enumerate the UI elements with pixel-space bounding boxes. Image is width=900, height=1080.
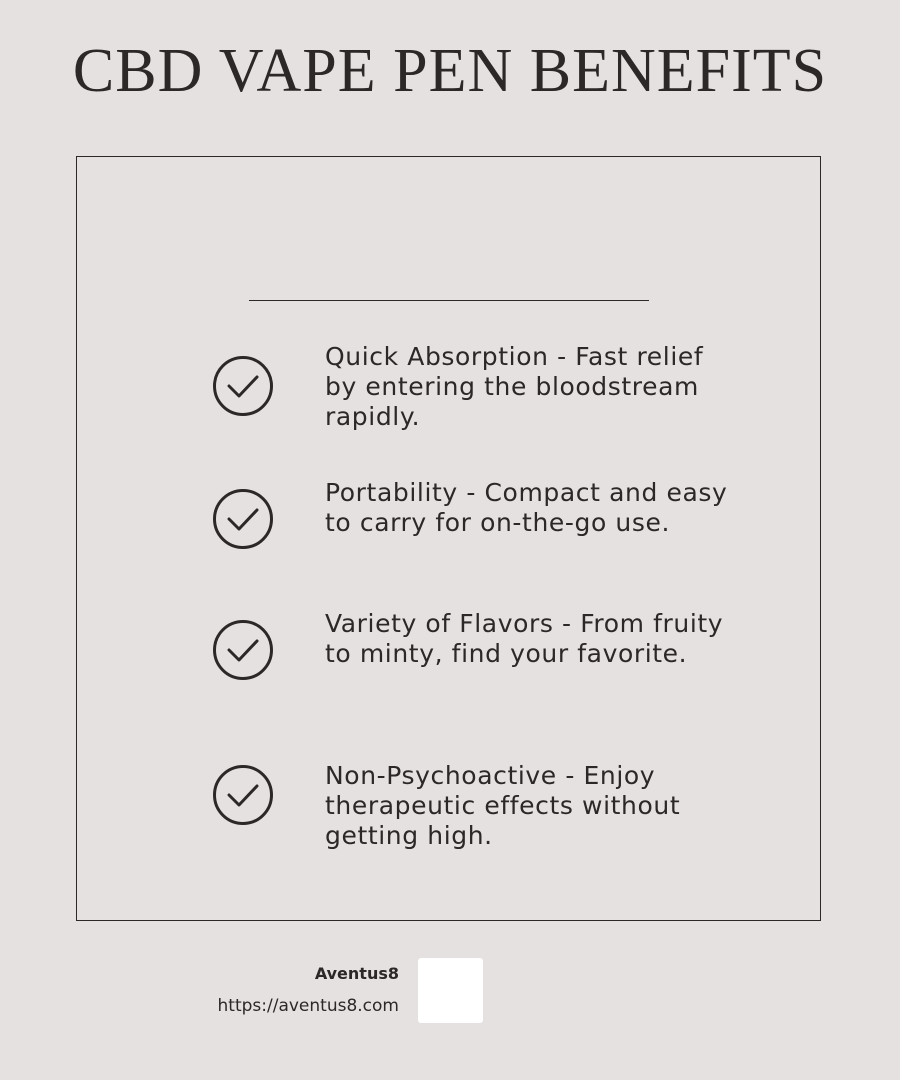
footer-brand-name: Aventus8	[314, 964, 399, 983]
check-circle-icon	[212, 619, 274, 681]
check-circle-icon	[212, 355, 274, 417]
divider-line	[249, 300, 649, 301]
footer-logo-placeholder	[418, 958, 483, 1023]
benefit-text: Non-Psychoactive - Enjoy therapeutic effects without getting high.	[325, 761, 681, 850]
benefit-text: Quick Absorption - Fast relief by entering the bloodstream rapidly.	[325, 342, 704, 431]
benefit-text: Portability - Compact and easy to carry for on-the-go use.	[325, 478, 728, 537]
page-title: CBD VAPE PEN BENEFITS	[72, 37, 828, 105]
check-circle-icon	[212, 764, 274, 826]
benefit-text: Variety of Flavors - From fruity to minty, find your favorite.	[325, 609, 724, 668]
footer-url-link[interactable]: https://aventus8.com	[217, 996, 399, 1016]
check-circle-icon	[212, 488, 274, 550]
